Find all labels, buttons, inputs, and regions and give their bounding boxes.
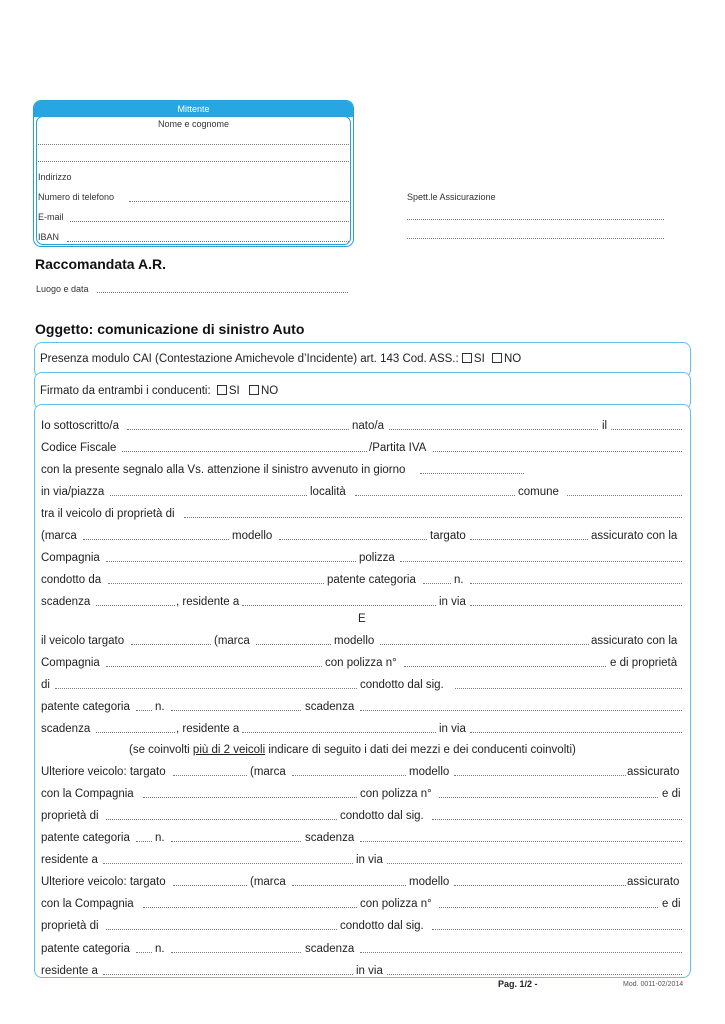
v2e-field-2[interactable]: [387, 974, 682, 975]
v2c-field-2[interactable]: [432, 929, 682, 930]
r15-label-3: in via: [439, 723, 466, 735]
v2a-field-1[interactable]: [173, 885, 247, 886]
note-link: più di 2 veicoli: [192, 744, 266, 756]
r6-field-3[interactable]: [470, 539, 588, 540]
r13-field-1[interactable]: [55, 688, 357, 689]
e-separator: E: [358, 613, 366, 625]
v2d-field-1[interactable]: [136, 952, 152, 953]
r1-field-1[interactable]: [127, 429, 349, 430]
v2a-field-3[interactable]: [454, 885, 626, 886]
v1a-label-4: assicurato: [627, 766, 680, 778]
firmato-no-checkbox[interactable]: [249, 385, 259, 395]
r14-label-3: scadenza: [305, 701, 355, 713]
cai-si-checkbox[interactable]: [462, 353, 472, 363]
r6-field-1[interactable]: [83, 539, 229, 540]
v2b-field-1[interactable]: [143, 907, 357, 908]
cai-si-label: SI: [473, 353, 485, 365]
r7-label-1: Compagnia: [41, 552, 100, 564]
r1-label-3: il: [602, 420, 608, 432]
firmato-text: Firmato da entrambi i conducenti:: [40, 385, 211, 397]
v1c-field-1[interactable]: [106, 819, 337, 820]
r5-label-1: tra il veicolo di proprietà di: [41, 508, 175, 520]
v2c-field-1[interactable]: [106, 929, 337, 930]
v1c-label-2: condotto dal sig.: [340, 810, 424, 822]
r15-label-1: scadenza: [41, 723, 91, 735]
v1a-field-2[interactable]: [292, 775, 406, 776]
r11-label-3: modello: [334, 635, 375, 647]
r12-field-2[interactable]: [404, 666, 606, 667]
v2b-label-2: con polizza n°: [360, 898, 432, 910]
note-post: indicare di seguito i dati dei mezzi e dei conducenti coinvolti): [265, 744, 576, 756]
v2d-label-3: scadenza: [305, 943, 355, 955]
v2b-label-1: con la Compagnia: [41, 898, 134, 910]
cai-no-checkbox[interactable]: [492, 353, 502, 363]
r12-field-1[interactable]: [106, 666, 322, 667]
v1d-label-3: scadenza: [305, 832, 355, 844]
v2e-label-1: residente a: [41, 965, 98, 977]
v2d-field-2[interactable]: [171, 952, 301, 953]
r8-field-2[interactable]: [423, 583, 451, 584]
v2c-label-1: proprietà di: [41, 920, 99, 932]
page-number: Pag. 1/2 -: [498, 979, 538, 989]
v2b-field-2[interactable]: [439, 907, 658, 908]
r3-field-1[interactable]: [420, 473, 524, 474]
v1b-label-2: con polizza n°: [360, 788, 432, 800]
v2d-field-3[interactable]: [360, 952, 682, 953]
firmato-row: [40, 384, 278, 398]
cai-no-label: NO: [503, 353, 522, 365]
v2c-label-2: condotto dal sig.: [340, 920, 424, 932]
v1a-field-3[interactable]: [454, 775, 626, 776]
cai-text: Presenza modulo CAI (Contestazione Amichevole d’Incidente) art. 143 Cod. ASS.:: [40, 353, 459, 365]
r9-field-3[interactable]: [470, 605, 682, 606]
r1-label-1: Io sottoscritto/a: [41, 420, 119, 432]
v1a-label-3: modello: [409, 766, 450, 778]
r5-field-1[interactable]: [184, 517, 682, 518]
v1b-label-3: e di: [662, 788, 681, 800]
iban-label: IBAN: [38, 232, 60, 242]
luogo-data-label: Luogo e data: [36, 284, 89, 294]
r6-field-2[interactable]: [279, 539, 427, 540]
cai-row: [40, 352, 521, 366]
mod-code: Mod. 0011-02/2014: [623, 981, 684, 988]
r15-field-3[interactable]: [470, 732, 682, 733]
v1e-field-1[interactable]: [103, 863, 353, 864]
r2-label-2: /Partita IVA: [369, 442, 427, 454]
r11-field-1[interactable]: [131, 644, 211, 645]
r7-label-2: polizza: [359, 552, 395, 564]
firmato-no-label: NO: [260, 385, 279, 397]
r14-field-2[interactable]: [171, 710, 301, 711]
v1a-label-2: (marca: [250, 766, 286, 778]
v1b-field-1[interactable]: [143, 797, 357, 798]
r8-label-3: n.: [454, 574, 464, 586]
v1c-label-1: proprietà di: [41, 810, 99, 822]
r4-label-3: comune: [518, 486, 559, 498]
v1e-field-2[interactable]: [387, 863, 682, 864]
r13-field-2[interactable]: [455, 688, 682, 689]
r2-field-2[interactable]: [433, 451, 682, 452]
v1b-label-1: con la Compagnia: [41, 788, 134, 800]
v1a-label-1: Ulteriore veicolo: targato: [41, 766, 166, 778]
r8-label-1: condotto da: [41, 574, 102, 586]
r9-label-1: scadenza: [41, 596, 91, 608]
r15-label-2: , residente a: [176, 723, 240, 735]
destinatario-line-2[interactable]: [407, 238, 664, 239]
luogo-data-field[interactable]: [97, 292, 348, 293]
r1-field-2[interactable]: [389, 429, 598, 430]
v2a-label-3: modello: [409, 876, 450, 888]
r4-field-2[interactable]: [355, 495, 515, 496]
r12-label-2: con polizza n°: [325, 657, 397, 669]
r11-field-2[interactable]: [256, 644, 331, 645]
v2d-label-2: n.: [155, 943, 165, 955]
r11-label-1: il veicolo targato: [41, 635, 125, 647]
r8-label-2: patente categoria: [327, 574, 416, 586]
r4-label-2: località: [310, 486, 346, 498]
r6-label-2: modello: [232, 530, 273, 542]
r11-label-4: assicurato con la: [591, 635, 678, 647]
r8-field-3[interactable]: [470, 583, 682, 584]
note-text: [129, 743, 576, 757]
r11-label-2: (marca: [214, 635, 250, 647]
r11-field-3[interactable]: [380, 644, 589, 645]
v1a-field-1[interactable]: [173, 775, 247, 776]
r14-field-3[interactable]: [360, 710, 682, 711]
v2a-label-4: assicurato: [627, 876, 680, 888]
indirizzo-label: Indirizzo: [38, 172, 72, 182]
v1d-label-1: patente categoria: [41, 832, 130, 844]
nome-cognome-label: Nome e cognome: [157, 119, 230, 129]
r4-field-1[interactable]: [110, 495, 307, 496]
raccomandata-title: Raccomandata A.R.: [35, 256, 166, 272]
v2a-field-2[interactable]: [292, 885, 406, 886]
v2e-field-1[interactable]: [103, 974, 353, 975]
r14-field-1[interactable]: [136, 710, 152, 711]
r7-field-2[interactable]: [400, 561, 682, 562]
v1d-field-1[interactable]: [136, 841, 152, 842]
r6-label-3: targato: [430, 530, 466, 542]
r9-label-3: in via: [439, 596, 466, 608]
r15-field-1[interactable]: [96, 732, 175, 733]
mittente-inner-frame: [36, 116, 351, 245]
v1e-label-2: in via: [356, 854, 383, 866]
mittente-header: Mittente: [34, 101, 353, 117]
v2a-label-2: (marca: [250, 876, 286, 888]
r2-label-1: Codice Fiscale: [41, 442, 117, 454]
email-label: E-mail: [38, 212, 64, 222]
v1c-field-2[interactable]: [432, 819, 682, 820]
r13-label-2: condotto dal sig.: [360, 679, 444, 691]
v1d-label-2: n.: [155, 832, 165, 844]
r6-label-4: assicurato con la: [591, 530, 678, 542]
v1d-field-2[interactable]: [171, 841, 301, 842]
r4-label-1: in via/piazza: [41, 486, 105, 498]
r6-label-1: (marca: [41, 530, 77, 542]
r12-label-3: e di proprietà: [610, 657, 678, 669]
r14-label-2: n.: [155, 701, 165, 713]
r9-field-1[interactable]: [96, 605, 175, 606]
r12-label-1: Compagnia: [41, 657, 100, 669]
r14-label-1: patente categoria: [41, 701, 130, 713]
destinatario-label: Spett.le Assicurazione: [407, 192, 496, 202]
v2a-label-1: Ulteriore veicolo: targato: [41, 876, 166, 888]
r9-field-2[interactable]: [242, 605, 436, 606]
v1e-label-1: residente a: [41, 854, 98, 866]
r8-field-1[interactable]: [108, 583, 324, 584]
r1-label-2: nato/a: [352, 420, 384, 432]
v2e-label-2: in via: [356, 965, 383, 977]
destinatario-line-1[interactable]: [407, 219, 664, 220]
r9-label-2: , residente a: [176, 596, 240, 608]
v2b-label-3: e di: [662, 898, 681, 910]
oggetto-title: Oggetto: comunicazione di sinistro Auto: [35, 321, 305, 337]
r2-field-1[interactable]: [122, 451, 367, 452]
r15-field-2[interactable]: [242, 732, 436, 733]
r4-field-3[interactable]: [567, 495, 682, 496]
r7-field-1[interactable]: [106, 561, 356, 562]
r13-label-1: di: [41, 679, 50, 691]
r1-field-3[interactable]: [611, 429, 682, 430]
firmato-si-label: SI: [228, 385, 240, 397]
v1b-field-2[interactable]: [439, 797, 658, 798]
note-pre: (se coinvolti: [129, 744, 193, 756]
r3-label-1: con la presente segnalo alla Vs. attenzione il sinistro avvenuto in giorno: [41, 464, 406, 476]
firmato-si-checkbox[interactable]: [217, 385, 227, 395]
telefono-label: Numero di telefono: [38, 192, 115, 202]
v2d-label-1: patente categoria: [41, 943, 130, 955]
v1d-field-3[interactable]: [360, 841, 682, 842]
